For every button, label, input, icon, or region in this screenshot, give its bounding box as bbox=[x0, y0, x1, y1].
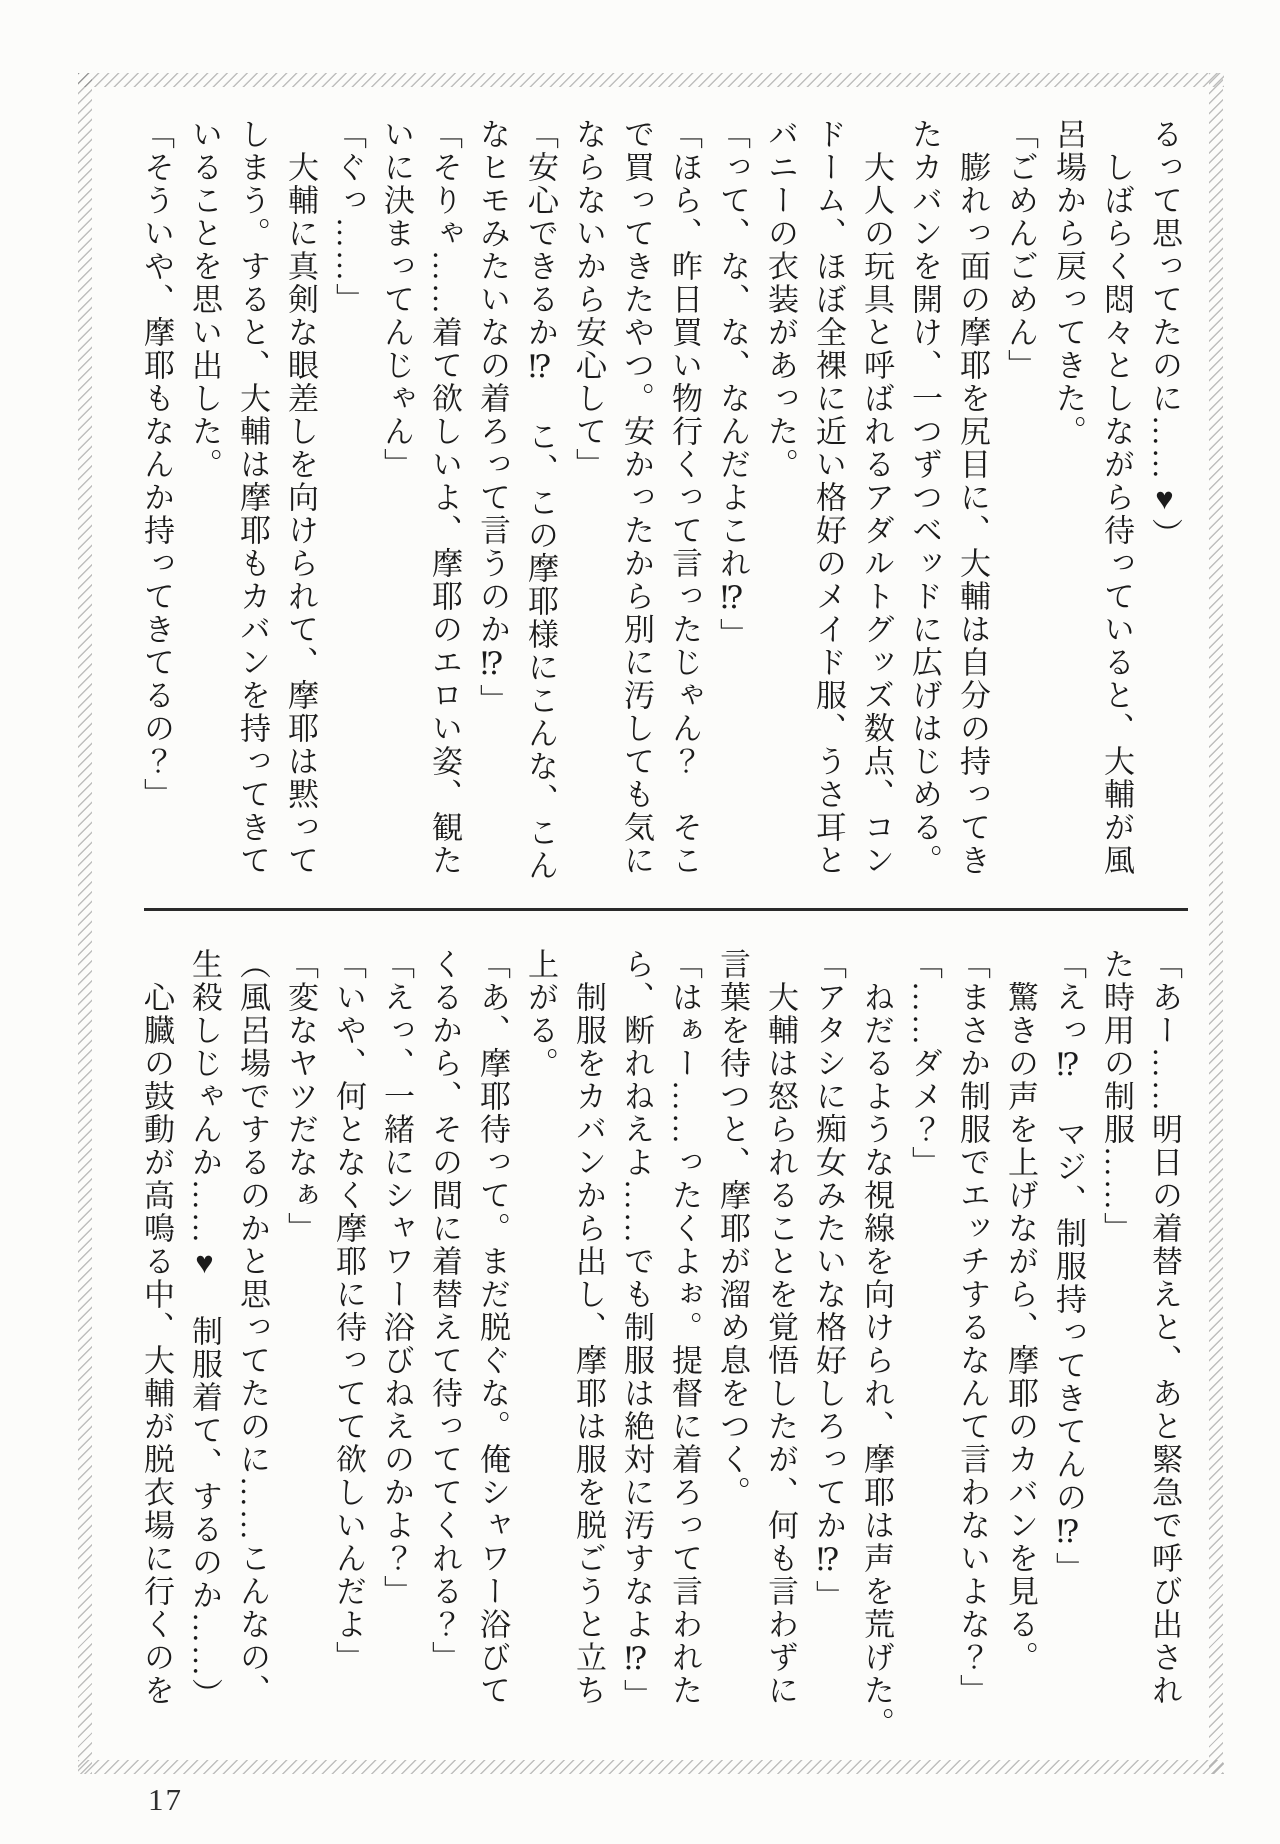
text-column: バニーの衣装があった。 bbox=[763, 118, 798, 481]
hatched-border-right bbox=[1209, 73, 1223, 1774]
text-block-bottom bbox=[128, 948, 1188, 1760]
page-number: 17 bbox=[148, 1782, 183, 1817]
text-column: で買ってきたやつ。安かったから別に汚しても気に bbox=[619, 118, 654, 877]
text-column: 「アタシに痴女みたいな格好しろってか⁉」 bbox=[811, 948, 846, 1613]
text-column: 「……ダメ？」 bbox=[907, 948, 942, 1179]
text-column: 「あー……明日の着替えと、あと緊急で呼び出され bbox=[1147, 948, 1182, 1707]
text-column: 「えっ、一緒にシャワー浴びねえのかよ？」 bbox=[379, 948, 414, 1608]
text-column: （風呂場でするのかと思ってたのに……こんなの、 bbox=[235, 948, 270, 1707]
text-column: 呂場から戻ってきた。 bbox=[1051, 118, 1086, 448]
text-column: 膨れっ面の摩耶を尻目に、大輔は自分の持ってき bbox=[955, 118, 990, 877]
text-column: ねだるような視線を向けられ、摩耶は声を荒げた。 bbox=[859, 948, 894, 1740]
text-column: 大人の玩具と呼ばれるアダルトグッズ数点、コン bbox=[859, 118, 894, 877]
text-column: るって思ってたのに……♥） bbox=[1147, 118, 1182, 551]
text-column: いることを思い出した。 bbox=[187, 118, 222, 481]
text-column: 生殺しじゃんか……♥ 制服着て、するのか……） bbox=[187, 948, 222, 1711]
text-column: しまう。すると、大輔は摩耶もカバンを持ってきて bbox=[235, 118, 270, 877]
text-column: 「ぐっ……」 bbox=[331, 118, 366, 316]
section-divider bbox=[144, 908, 1188, 911]
text-column: 大輔に真剣な眼差しを向けられて、摩耶は黙って bbox=[283, 118, 318, 877]
text-column: 「そういや、摩耶もなんか持ってきてるの？」 bbox=[139, 118, 174, 811]
text-column: 「変なヤツだなぁ」 bbox=[283, 948, 318, 1245]
text-column: 心臓の鼓動が高鳴る中、大輔が脱衣場に行くのを bbox=[139, 948, 174, 1707]
text-column: 驚きの声を上げながら、摩耶のカバンを見る。 bbox=[1003, 948, 1038, 1674]
text-column: ならないから安心して」 bbox=[571, 118, 606, 481]
hatched-border-left bbox=[78, 73, 92, 1774]
hatched-border-bottom bbox=[78, 1760, 1224, 1774]
text-column: たカバンを開け、一つずつベッドに広げはじめる。 bbox=[907, 118, 942, 877]
hatched-border-top bbox=[78, 73, 1224, 87]
text-column: 「って、な、な、なんだよこれ⁉」 bbox=[715, 118, 750, 651]
text-block-top bbox=[128, 118, 1188, 920]
text-column: 「安心できるか⁉ こ、この摩耶様にこんな、こん bbox=[523, 118, 558, 882]
text-column: た時用の制服……」 bbox=[1099, 948, 1134, 1245]
text-column: 大輔は怒られることを覚悟したが、何も言わずに bbox=[763, 948, 798, 1707]
text-column: ドーム、ほぼ全裸に近い格好のメイド服、うさ耳と bbox=[811, 118, 846, 877]
text-column: 制服をカバンから出し、摩耶は服を脱ごうと立ち bbox=[571, 948, 606, 1707]
text-column: いに決まってんじゃん」 bbox=[379, 118, 414, 481]
text-column: しばらく悶々としながら待っていると、大輔が風 bbox=[1099, 118, 1134, 877]
text-column: 「ごめんごめん」 bbox=[1003, 118, 1038, 382]
text-column: 言葉を待つと、摩耶が溜め息をつく。 bbox=[715, 948, 750, 1509]
text-column: 「いや、何となく摩耶に待ってて欲しいんだよ」 bbox=[331, 948, 366, 1674]
text-column: くるから、その間に着替えて待っててくれる？」 bbox=[427, 948, 462, 1674]
text-column: 「ほら、昨日買い物行くって言ったじゃん？ そこ bbox=[667, 118, 702, 877]
text-column: 「まさか制服でエッチするなんて言わないよな？」 bbox=[955, 948, 990, 1707]
text-column: 「そりゃ……着て欲しいよ、摩耶のエロい姿、観た bbox=[427, 118, 462, 877]
text-column: ら、断れねえよ……でも制服は絶対に汚すなよ⁉」 bbox=[619, 948, 654, 1712]
text-column: 上がる。 bbox=[523, 948, 558, 1080]
text-column: 「あ、摩耶待って。まだ脱ぐな。俺シャワー浴びて bbox=[475, 948, 510, 1707]
text-column: なヒモみたいなの着ろって言うのか⁉」 bbox=[475, 118, 510, 717]
text-column: 「はぁー……ったくよぉ。提督に着ろって言われた bbox=[667, 948, 702, 1707]
text-column: 「えっ⁉ マジ、制服持ってきてんの⁉」 bbox=[1051, 948, 1086, 1585]
